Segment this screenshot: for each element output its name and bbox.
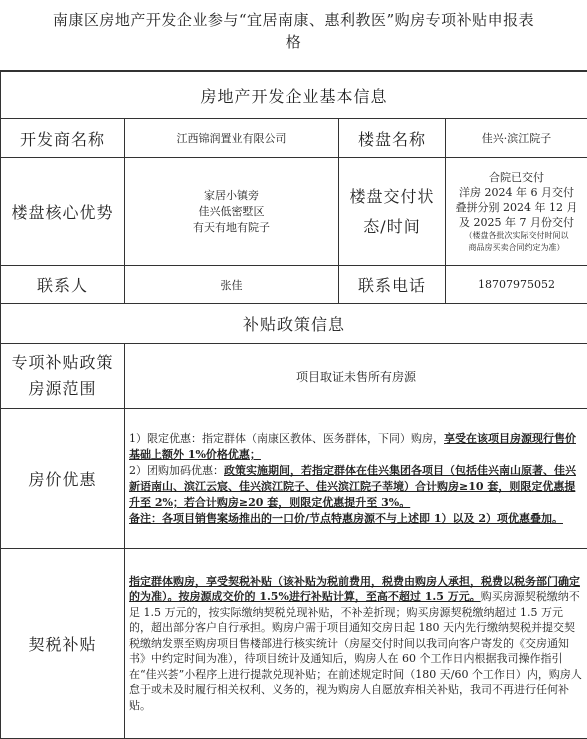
form-title-line1: 南康区房地产开发企业参与“宜居南康、惠利教医”购房专项补贴申报表 xyxy=(0,9,587,31)
core-advantage-label: 楼盘核心优势 xyxy=(1,158,125,266)
project-name-value: 佳兴·滨江院子 xyxy=(446,119,587,158)
developer-name-value: 江西锦润置业有限公司 xyxy=(125,119,339,158)
deed-tax-content xyxy=(125,549,587,739)
delivery-status-label-line1: 楼盘交付状 xyxy=(339,182,445,212)
delivery-status-label-line2: 态/时间 xyxy=(339,212,445,242)
section-basic-info-header: 房地产开发企业基本信息 xyxy=(1,72,587,119)
project-name-label: 楼盘名称 xyxy=(339,119,446,158)
subsidy-scope-label-line1: 专项补贴政策 xyxy=(1,350,124,376)
subsidy-scope-label-line2: 房源范围 xyxy=(1,376,124,402)
price-discount-p1-text: 1）限定优惠：指定群体（南康区教体、医务群体，下同）购房， xyxy=(129,432,444,445)
delivery-status-value xyxy=(446,158,587,266)
form-table xyxy=(0,71,587,739)
delivery-line: 洋房 2024 年 6 月交付 xyxy=(446,185,587,200)
subsidy-scope-value: 项目取证未售所有房源 xyxy=(125,344,587,409)
contact-phone-label: 联系电话 xyxy=(339,266,446,304)
contact-person-label: 联系人 xyxy=(1,266,125,304)
advantage-item: 佳兴低密墅区 xyxy=(125,204,338,220)
advantage-item: 家居小镇旁 xyxy=(125,188,338,204)
developer-name-label: 开发商名称 xyxy=(1,119,125,158)
price-discount-p2-text: 2）团购加码优惠： xyxy=(129,464,224,477)
delivery-line: 叠拼分别 2024 年 12 月 xyxy=(446,200,587,215)
delivery-note-line1: （楼盘各批次实际交付时间以 xyxy=(446,230,587,242)
deed-tax-highlight: 指定群体购房，享受契税补贴（该补贴为税前费用，税费由购房人承担，税费以税务部门确定的为准）。按房源成交价的 1.5%进行补贴计算，至高不超过 1.5 万元。 xyxy=(129,575,580,604)
delivery-status-label xyxy=(339,158,446,266)
price-discount-note: 备注：各项目销售案场推出的一口价/节点特惠房源不与上述即 1）以及 2）项优惠叠加。 xyxy=(129,512,563,525)
price-discount-p1-highlight: 享受在该项目房源现行售价基础上额外 1%价格优惠； xyxy=(129,432,576,461)
price-discount-content xyxy=(125,409,587,549)
delivery-line: 合院已交付 xyxy=(446,170,587,185)
deed-tax-detail: 购买房源契税缴纳不足 1.5 万元的，按实际缴纳契税兑现补贴，不补差折现；购买房源契税缴纳超过 1.5 万元的，超出部分客户自行承担。购房户需于项目通知交房日起 180 天内先行缴纳契税并提交契税缴纳发票至购房项目售楼部进行核实统计（房屋交付时间以我司向客户寄发的《交房通知书》中约定时间为准），待项目统计及通知后，购房人在 60 个工作日内根据我司操作指引在“佳兴荟”小程序上进行提款兑现补贴；在前述规定时间（180 天/60 个工作日）内，购房人怠于或未及时履行相关权利、义务的，视为购房人自愿放弃相关补贴，我司不再进行任何补贴。 xyxy=(129,590,582,712)
core-advantage-value xyxy=(125,158,339,266)
deed-tax-label: 契税补贴 xyxy=(1,549,125,739)
price-discount-label: 房价优惠 xyxy=(1,409,125,549)
section-subsidy-policy-header: 补贴政策信息 xyxy=(1,304,587,344)
advantage-item: 有天有地有院子 xyxy=(125,220,338,236)
contact-person-value: 张佳 xyxy=(125,266,339,304)
price-discount-p2-highlight: 政策实施期间，若指定群体在佳兴集团各项目（包括佳兴南山原著、佳兴新语南山、滨江云宸、佳兴滨江院子、佳兴滨江院子莘境）合计购房≥10 套，则限定优惠提升至 2%；若合计购房≥20 套，则限定优惠提升至 3%。 xyxy=(129,464,576,509)
subsidy-scope-label xyxy=(1,344,125,409)
delivery-note-line2: 商品房买卖合同约定为准） xyxy=(446,242,587,254)
delivery-line: 及 2025 年 7 月份交付 xyxy=(446,215,587,230)
form-title xyxy=(0,0,587,71)
contact-phone-value: 18707975052 xyxy=(446,266,587,304)
form-title-line2: 格 xyxy=(0,31,587,53)
